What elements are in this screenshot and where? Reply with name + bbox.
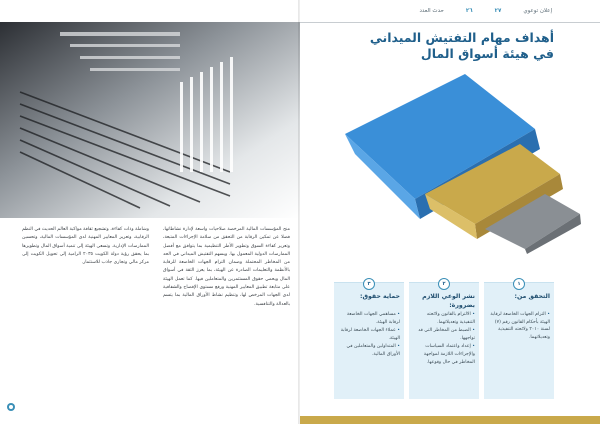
panel-2-item: • الضبط من المخاطر التي قد تواجهها. bbox=[413, 327, 475, 342]
panel-number-3: ٣ bbox=[363, 278, 375, 290]
panel-number-2: ٢ bbox=[438, 278, 450, 290]
panel-1 bbox=[484, 282, 554, 399]
monitor-photo bbox=[0, 22, 300, 218]
panel-2-item: • الالتزام بالقانون ولائحته التنفيذية وتعديلاتهما. bbox=[413, 311, 475, 326]
header-rule bbox=[300, 22, 600, 23]
panel-2 bbox=[409, 282, 479, 399]
panel-1-item: • التزام الجهات الخاضعة لرقابة الهيئة بأحكام القانون رقم (٧) لسنة ٢٠١٠ ولائحته التنفيذية وتعديلاتهما. bbox=[488, 311, 550, 341]
article-column-right: منح المؤسسات المالية المرخصة صلاحيات واسعة لإدارة نشاطاتها، فضلا عن تمكين الرقابة من التحقق من سلامة الإجراءات المتبعة، وتعزيز كفاءة السوق وتطوير الأطر التنظيمية بما يتوافق مع أفضل الممارسات الدولية المعمول بها. ويسهم التفتيش الميداني في الحد من المخاطر المحتملة وضمان التزام الجهات الخاضعة للرقابة بالأنظمة والتعليمات الصادرة عن الهيئة، بما يعزز الثقة في أسواق المال ويحمي حقوق المستثمرين والمتعاملين فيها. كما تعمل الهيئة على متابعة تطبيق المعايير المهنية ورفع مستوى الإفصاح والشفافية لدى الجهات المرخص لها، وتنظيم نشاط الأوراق المالية بما يتسم بالعدالة والتنافسية. bbox=[163, 227, 290, 307]
panel-2-item: • إعداد واعتماد السياسات والإجراءات اللازمة لمواجهة المخاطر في حال وقوعها. bbox=[413, 343, 475, 366]
panel-3-item: • مساهمي الجهات الخاضعة لرقابة الهيئة. bbox=[338, 311, 400, 326]
page-number-left: ٢٦ bbox=[465, 8, 473, 14]
panel-3 bbox=[334, 282, 404, 399]
footer-bar bbox=[300, 416, 600, 424]
page-curl-icon bbox=[6, 402, 16, 412]
article-columns bbox=[22, 226, 290, 416]
page-number-right: ٢٧ bbox=[494, 8, 502, 14]
title-line-2: في هيئة أسواق المال bbox=[420, 46, 554, 61]
issue-label: حدث العدد bbox=[419, 8, 444, 14]
panel-3-item: • المتداولين والمتعاملين في الأوراق المالية. bbox=[338, 343, 400, 358]
page-header bbox=[300, 0, 600, 22]
panel-number-1: ١ bbox=[513, 278, 525, 290]
article-column-left: وشاملة وذات كفاءة، وتشجيع ثقافة مواكبة العالم الحديث في النظم الرقابية، وتعزيز المعايير المهنية لدى المؤسسات المالية، وتحسين الممارسات الإدارية. وتسعى الهيئة إلى تنمية أسواق المال وتطويرها بما يحقق رؤية دولة الكويت ٢٠٣٥ الرامية إلى تحويل الكويت إلى مركز مالي وتجاري جاذب للاستثمار. bbox=[22, 227, 149, 266]
panel-list-2 bbox=[413, 311, 475, 367]
title-line-1: أهداف مهام التفتيش الميداني bbox=[369, 30, 554, 45]
monitor-image bbox=[0, 22, 300, 218]
page-title bbox=[334, 30, 554, 62]
panel-title-3: حماية حقوق: bbox=[360, 293, 400, 300]
panel-title-1: التحقق من: bbox=[514, 293, 550, 300]
panel-title-2: نشر الوعي اللازم بضرورة: bbox=[422, 293, 475, 309]
pyramid-illustration bbox=[345, 74, 585, 254]
panel-3-item: • عملاء الجهات الخاضعة لرقابة الهيئة. bbox=[338, 327, 400, 342]
panel-list-1 bbox=[488, 311, 550, 342]
section-label: إعلان توعوي bbox=[523, 8, 552, 14]
panel-list-3 bbox=[338, 311, 400, 360]
